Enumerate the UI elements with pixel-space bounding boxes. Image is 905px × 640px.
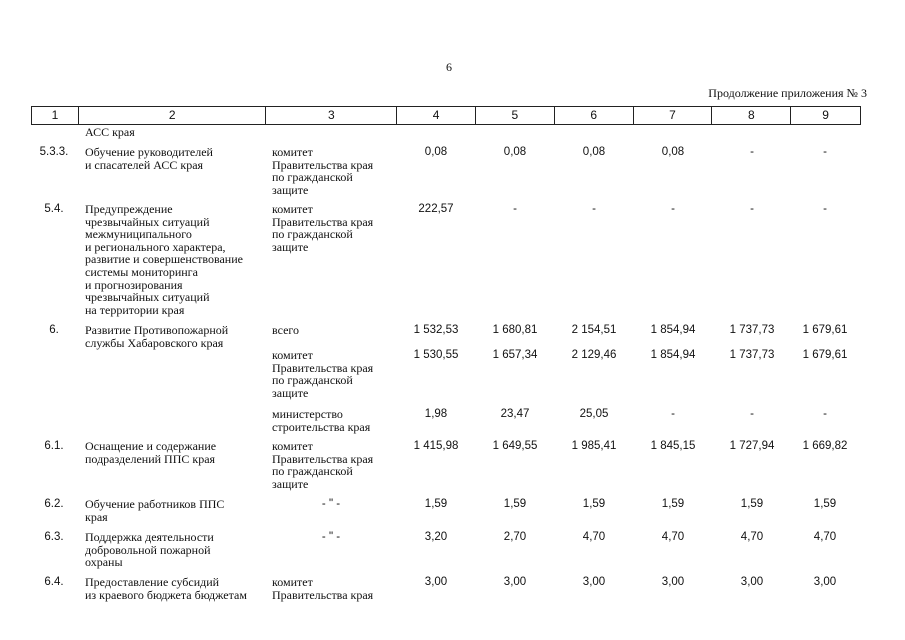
continuation-label: Продолжение приложения № 3 (708, 86, 867, 100)
row-value: 1 669,82 (802, 440, 848, 452)
row-value: 1 985,41 (571, 440, 617, 452)
row-executor: всего (272, 323, 300, 337)
row-value: 4,70 (661, 531, 685, 543)
row-name: Оснащение и содержание подразделений ППС края (85, 439, 217, 466)
row-value: - (750, 146, 754, 158)
row-value: 1 845,15 (650, 440, 696, 452)
row-value: 1 737,73 (729, 324, 775, 336)
row-value: 1 854,94 (650, 324, 696, 336)
row-value: 23,47 (500, 408, 530, 420)
row-number: 6.2. (44, 498, 64, 510)
row-value: 1,59 (582, 498, 606, 510)
row-value: 1 530,55 (413, 349, 459, 361)
header-col-4: 4 (397, 107, 476, 124)
row-value: - (750, 408, 754, 420)
row-number: 6. (49, 324, 59, 336)
row-value: 2 129,46 (571, 349, 617, 361)
row-value: - (592, 203, 596, 215)
row-value: - (513, 203, 517, 215)
row-name: Поддержка деятельности добровольной пожарной охраны (85, 530, 214, 570)
row-value: 4,70 (813, 531, 837, 543)
row-value: 1 679,61 (802, 324, 848, 336)
row-value: 0,08 (424, 146, 448, 158)
row-value: 3,00 (813, 576, 837, 588)
header-col-9: 9 (822, 108, 829, 122)
row-value: 1,59 (424, 498, 448, 510)
header-col-2: 2 (79, 107, 267, 124)
header-col-3: 3 (266, 107, 397, 124)
row-value: 1,98 (424, 408, 448, 420)
row-name: Обучение руководителей и спасателей АСС края (85, 145, 213, 172)
row-value: 4,70 (582, 531, 606, 543)
row-value: 1 680,81 (492, 324, 538, 336)
row-value: 1 727,94 (729, 440, 775, 452)
row-value: 2,70 (503, 531, 527, 543)
row-value: - (671, 408, 675, 420)
row-value: 1 679,61 (802, 349, 848, 361)
row-name: Обучение работников ППС края (85, 497, 225, 524)
row-value: 1 737,73 (729, 349, 775, 361)
header-col-1: 1 (32, 107, 79, 124)
row-value: 3,00 (424, 576, 448, 588)
row-value: 1 532,53 (413, 324, 459, 336)
row-number: 6.1. (44, 440, 64, 452)
row-value: 0,08 (503, 146, 527, 158)
header-col-7: 7 (634, 107, 713, 124)
header-col-8: 8 (712, 107, 791, 124)
row-value: 2 154,51 (571, 324, 617, 336)
row-value: 1,59 (740, 498, 764, 510)
row-name: Предупреждение чрезвычайных ситуаций межмуниципального и регионального характера, развитие и совершенствование системы мониторинга и прогнозирования чрезвычайных ситуаций на территории края (85, 202, 243, 317)
row-number: 5.3.3. (39, 146, 69, 158)
row-executor: - " - (321, 498, 341, 510)
row-value: 3,00 (740, 576, 764, 588)
row-value: 1,59 (813, 498, 837, 510)
row-value: 1,59 (661, 498, 685, 510)
row-executor: комитет Правительства края по гражданской защите (272, 202, 374, 254)
row-value: - (823, 203, 827, 215)
row-value: 25,05 (579, 408, 609, 420)
row-number: 6.4. (44, 576, 64, 588)
row-value: 3,00 (582, 576, 606, 588)
row-name: АСС края (85, 125, 135, 139)
header-col-6: 6 (555, 107, 634, 124)
row-value: 1,59 (503, 498, 527, 510)
row-executor: министерство строительства края (272, 407, 371, 434)
row-value: 3,20 (424, 531, 448, 543)
row-value: 0,08 (582, 146, 606, 158)
row-number: 5.4. (44, 203, 64, 215)
row-executor: комитет Правительства края по гражданской защите (272, 439, 374, 491)
row-number: 6.3. (44, 531, 64, 543)
row-executor: комитет Правительства края (272, 575, 374, 602)
row-value: 0,08 (661, 146, 685, 158)
row-executor: - " - (321, 531, 341, 543)
table-header (31, 106, 861, 125)
row-name: Предоставление субсидий из краевого бюджета бюджетам (85, 575, 247, 602)
row-name: Развитие Противопожарной службы Хабаровского края (85, 323, 229, 350)
row-value: - (823, 146, 827, 158)
row-value: 1 657,34 (492, 349, 538, 361)
row-value: 3,00 (503, 576, 527, 588)
row-value: 1 415,98 (413, 440, 459, 452)
row-value: 3,00 (661, 576, 685, 588)
row-value: 222,57 (418, 203, 454, 215)
row-executor: комитет Правительства края по гражданской защите (272, 145, 374, 197)
row-value: - (671, 203, 675, 215)
row-value: 4,70 (740, 531, 764, 543)
row-value: 1 854,94 (650, 349, 696, 361)
row-value: - (823, 408, 827, 420)
row-value: 1 649,55 (492, 440, 538, 452)
row-value: - (750, 203, 754, 215)
header-col-5: 5 (476, 107, 555, 124)
row-executor: комитет Правительства края по гражданской защите (272, 348, 374, 400)
page-number: 6 (446, 60, 452, 74)
